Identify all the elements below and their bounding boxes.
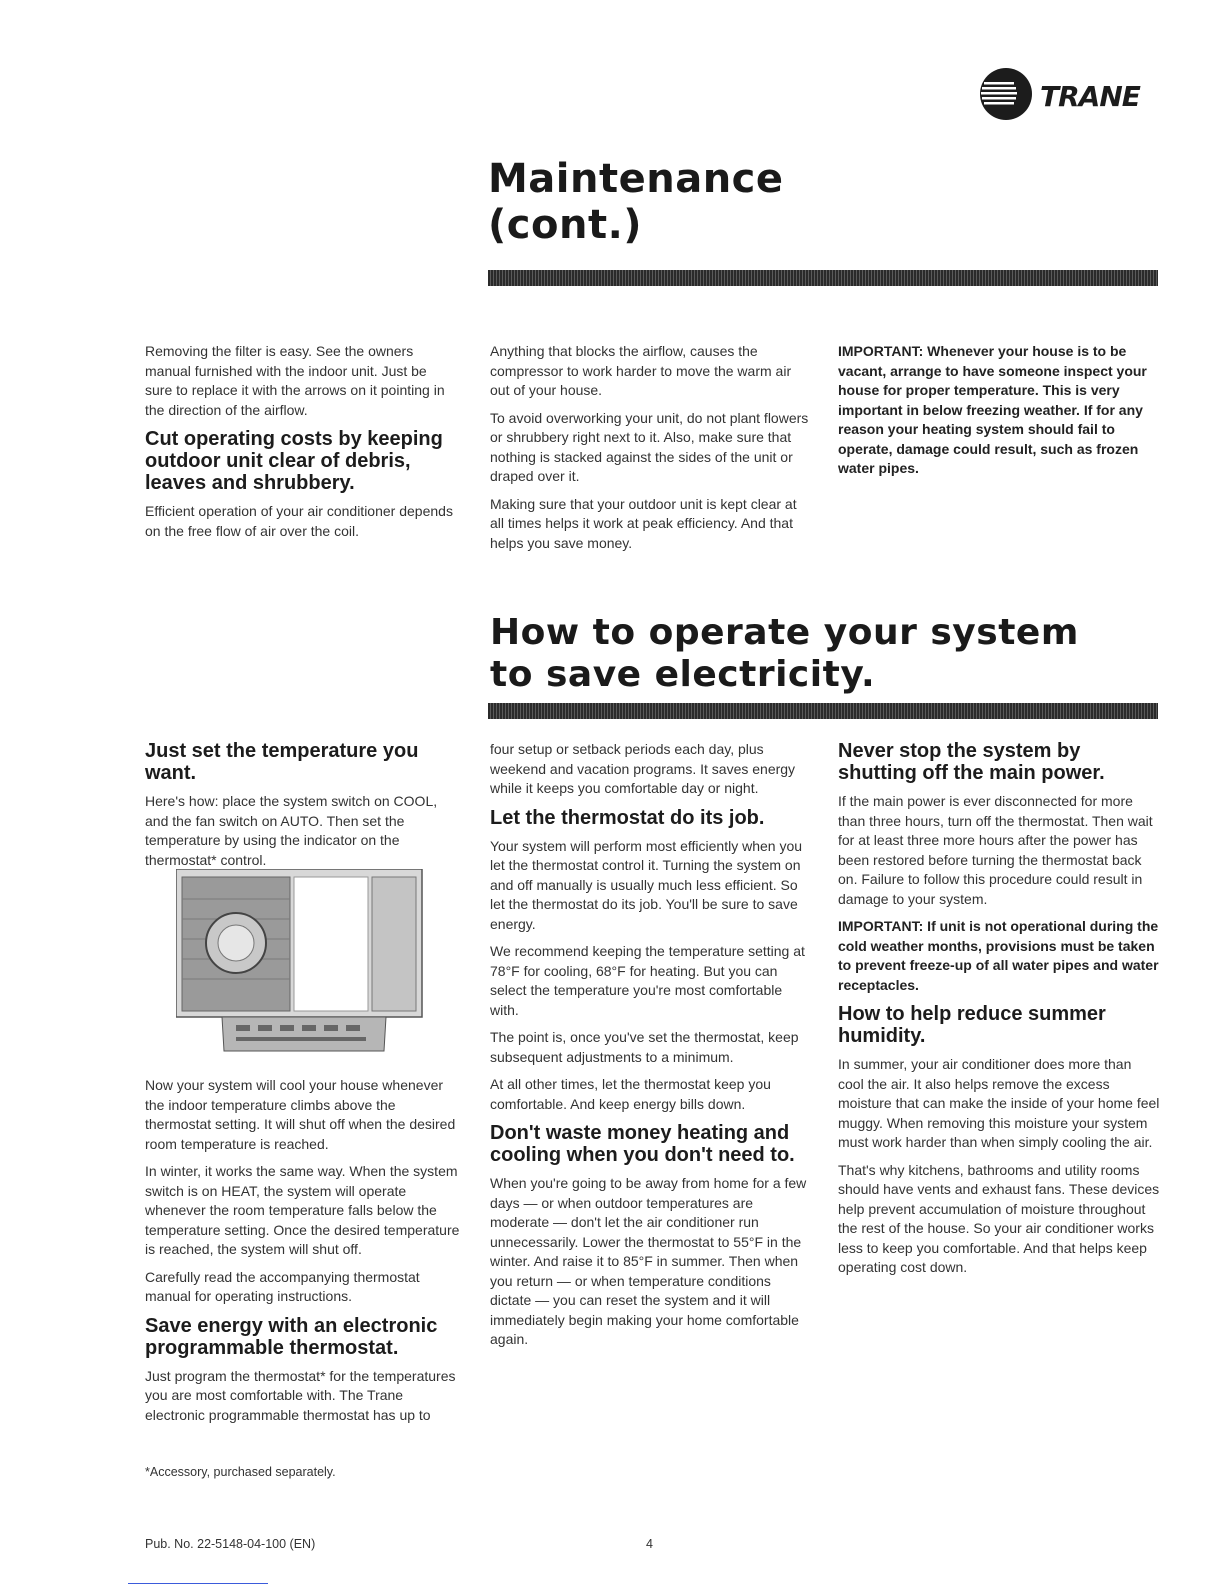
subheading: Just set the temperature you want. [145, 740, 419, 784]
publication-number: Pub. No. 22-5148-04-100 (EN) [145, 1537, 316, 1551]
section2-title-line1: How to operate your system [490, 612, 1079, 653]
paragraph: At all other times, let the thermostat keep you comfortable. And keep energy bills down. [490, 1076, 771, 1112]
section2-col2 [490, 740, 814, 1358]
trane-logo [976, 60, 1166, 132]
thermostat-illustration [176, 869, 430, 1055]
subheading: How to help reduce summer humidity. [838, 1003, 1106, 1047]
subheading: Never stop the system by shutting off the main power. [838, 740, 1105, 784]
brand-name: TRANE [1040, 80, 1140, 113]
paragraph: That's why kitchens, bathrooms and utility rooms should have vents and exhaust fans. These devices help prevent accumulation of moisture throughout the rest of the house. So your air conditioner works less to keep you comfortable. And that helps keep operating cost down. [838, 1161, 1160, 1275]
important-notice: IMPORTANT: If unit is not operational during the cold weather months, provisions must be taken to prevent freeze-up of all water pipes and water receptacles. [838, 918, 1159, 993]
paragraph: In summer, your air conditioner does more than cool the air. It also helps remove the excess moisture that can make the inside of your home feel muggy. When removing this moisture your system must work harder than when simply cooling the air. [838, 1056, 1160, 1150]
section1-col2 [490, 342, 812, 561]
section1-divider [488, 270, 1158, 286]
paragraph: Now your system will cool your house whenever the indoor temperature climbs above the thermostat setting. It will shut off when the desired room temperature is reached. [145, 1077, 456, 1152]
paragraph: Here's how: place the system switch on COOL, and the fan switch on AUTO. Then set the temperature by using the indicator on the thermostat* control. [145, 793, 438, 868]
paragraph: Removing the filter is easy. See the owners manual furnished with the indoor unit. Just be sure to replace it with the arrows on it pointing in the direction of the airflow. [145, 343, 445, 418]
footnote: *Accessory, purchased separately. [145, 1465, 336, 1479]
section1-col1 [145, 342, 455, 549]
page-number: 4 [646, 1537, 653, 1551]
subheading: Let the thermostat do its job. [490, 806, 765, 829]
paragraph: The point is, once you've set the thermostat, keep subsequent adjustments to a minimum. [490, 1029, 799, 1065]
section1-title [488, 156, 784, 248]
paragraph: Anything that blocks the airflow, causes the compressor to work harder to move the warm air out of your house. [490, 343, 792, 398]
paragraph: four setup or setback periods each day, plus weekend and vacation programs. It saves energy while it keeps you comfortable day or night. [490, 741, 796, 796]
subheading: Save energy with an electronic programmable thermostat. [145, 1314, 438, 1359]
important-notice: IMPORTANT: Whenever your house is to be vacant, arrange to have someone inspect your house for proper temperature. This is very important in below freezing weather. If for any reason your heating system should fail to operate, damage could result, such as frozen water pipes. [838, 343, 1147, 476]
paragraph: Efficient operation of your air conditioner depends on the free flow of air over the coil. [145, 503, 453, 539]
paragraph: In winter, it works the same way. When the system switch is on HEAT, the system will operate whenever the room temperature falls below the temperature setting. Once the desired temperature is reached, the system will shut off. [145, 1163, 460, 1257]
section1-col3 [838, 342, 1160, 487]
section2-col3 [838, 736, 1160, 1286]
section1-title-line1: Maintenance [488, 156, 784, 202]
section2-divider [488, 703, 1158, 719]
section2-title-line2: to save electricity. [490, 654, 876, 695]
paragraph: Your system will perform most efficiently when you let the thermostat control it. Turning the system on and off manually is usually much less efficient. So let the thermostat do its job. You'll be sure to save energy. [490, 837, 803, 932]
section2-title [490, 612, 1079, 696]
paragraph: Carefully read the accompanying thermostat manual for operating instructions. [145, 1268, 420, 1304]
paragraph: To avoid overworking your unit, do not plant flowers or shrubbery right next to it. Also, make sure that nothing is stacked against the sides of the unit or draped over it. [490, 409, 809, 484]
paragraph: Just program the thermostat* for the temperatures you are most comfortable with. The Trane electronic programmable thermostat has up to [145, 1367, 456, 1423]
section1-title-line2: (cont.) [488, 202, 643, 248]
paragraph: When you're going to be away from home for a few days — or when outdoor temperatures are moderate — don't let the air conditioner run unnecessarily. Lower the thermostat to 55°F in the winter. And raise it to 85°F in summer. Then when you return — or when temperature conditions dictate — you can reset the system and it will immediately begin making your home comfortable again. [490, 1175, 807, 1347]
paragraph: We recommend keeping the temperature setting at 78°F for cooling, 68°F for heating. But you can select the temperature you're most comfortable with. [490, 943, 805, 1018]
paragraph: If the main power is ever disconnected for more than three hours, turn off the thermostat. Then wait for at least three more hours after the power has been restored before turning the thermostat back on. Failure to follow this procedure could result in damage to your system. [838, 793, 1153, 907]
section2-col1-bottom [145, 1076, 463, 1433]
subheading: Don't waste money heating and cooling when you don't need to. [490, 1122, 795, 1166]
subheading: Cut operating costs by keeping outdoor unit clear of debris, leaves and shrubbery. [145, 428, 443, 494]
paragraph: Making sure that your outdoor unit is kept clear at all times helps it work at peak efficiency. And that helps you save money. [490, 495, 797, 551]
section2-col1-top [145, 736, 463, 878]
